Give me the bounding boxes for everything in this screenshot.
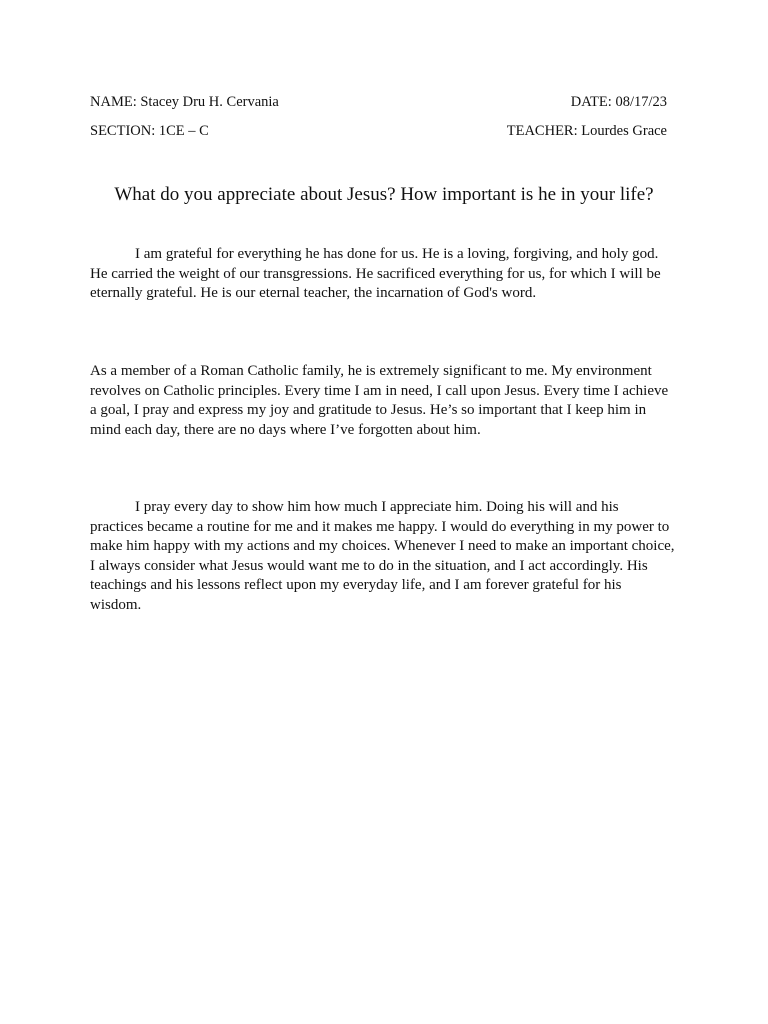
paragraph-1: I am grateful for everything he has done for us. He is a loving, forgiving, and holy god. He carried the weight of our transgressions. He sacrificed everything for us, for which I will be eternally grateful. He is our eternal teacher, the incarnation of God's word.	[90, 246, 661, 301]
teacher-value: Lourdes Grace	[581, 123, 667, 139]
header-row-name-date	[90, 93, 667, 111]
section-value: 1CE – C	[158, 123, 209, 139]
section-label: SECTION:	[90, 123, 156, 139]
date-label: DATE:	[570, 94, 612, 110]
header-row-section-teacher	[90, 122, 667, 140]
date-field	[571, 93, 667, 111]
paragraph-3: I pray every day to show him how much I appreciate him. Doing his will and his practices became a routine for me and it makes me happy. I would do everything in my power to make him happy with my actions and my choices. Whenever I need to make an important choice, I always consider what Jesus would want me to do in the situation, and I act accordingly. His teachings and his lessons reflect upon my everyday life, and I am forever grateful for his wisdom.	[90, 499, 675, 613]
teacher-label: TEACHER:	[506, 123, 578, 139]
paragraph-2: As a member of a Roman Catholic family, he is extremely significant to me. My environment revolves on Catholic principles. Every time I am in need, I call upon Jesus. Every time I achieve a goal, I pray and express my joy and gratitude to Jesus. He’s so important that I keep him in mind each day, there are no days where I’ve forgotten about him.	[90, 363, 669, 438]
essay-question: What do you appreciate about Jesus? How important is he in your life?	[114, 184, 654, 205]
name-value: Stacey Dru H. Cervania	[140, 94, 279, 110]
name-field	[90, 93, 279, 111]
teacher-field	[507, 122, 667, 140]
section-field	[90, 122, 209, 140]
date-value: 08/17/23	[615, 94, 667, 110]
name-label: NAME:	[90, 94, 137, 110]
